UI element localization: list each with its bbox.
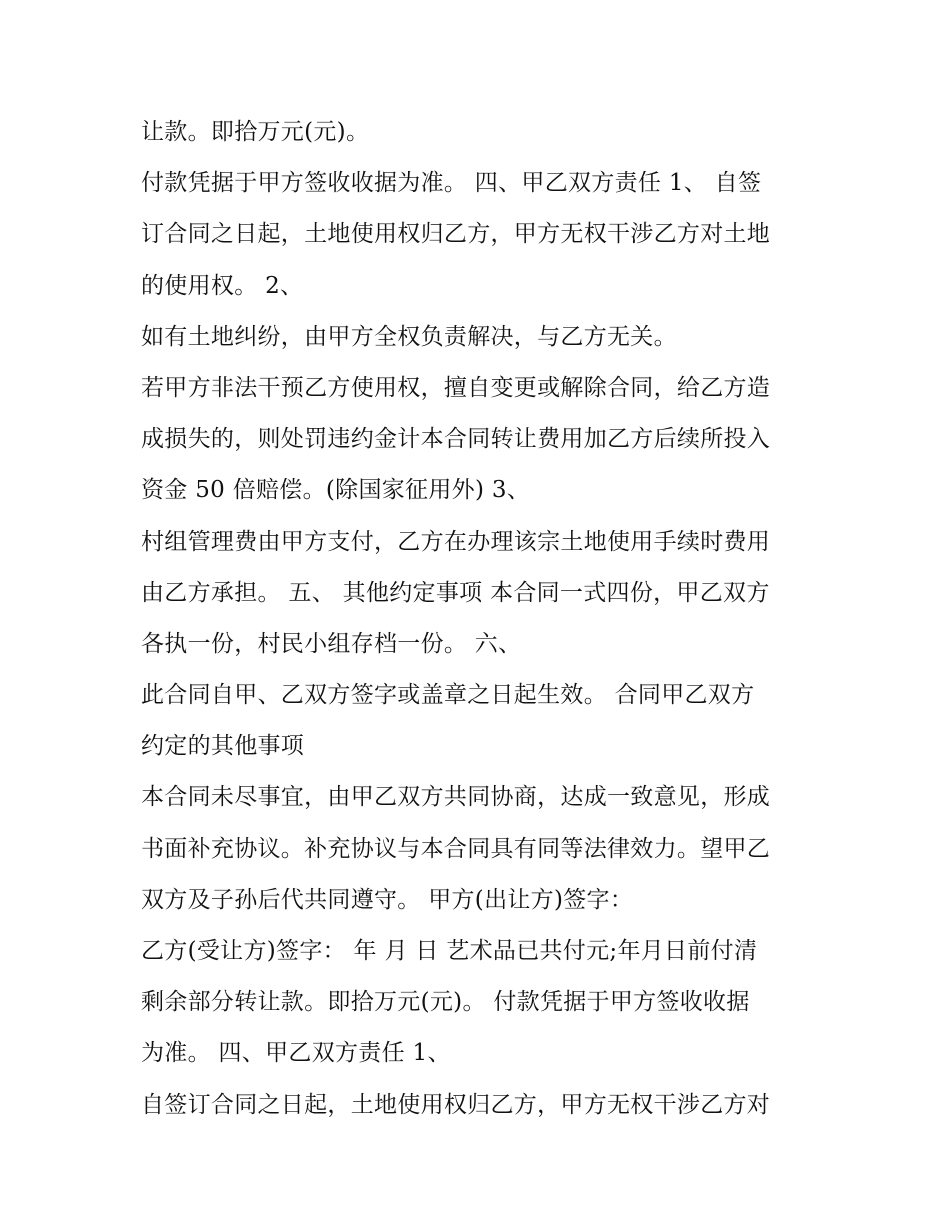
text-line: 双方及子孙后代共同遵守。 甲方(出让方)签字： xyxy=(141,886,634,913)
text-line: 各执一份，村民小组存档一份。 六、 xyxy=(141,630,522,657)
text-line: 为准。 四、甲乙双方责任 1、 xyxy=(141,1040,451,1067)
text-line: 若甲方非法干预乙方使用权，擅自变更或解除合同，给乙方造 xyxy=(141,374,771,401)
text-line: 如有土地纠纷，由甲方全权负责解决，与乙方无关。 xyxy=(141,323,677,350)
document-body xyxy=(141,107,821,1131)
text-line: 此合同自甲、乙双方签字或盖章之日起生效。 合同甲乙双方 xyxy=(141,682,755,709)
text-line: 自签订合同之日起，土地使用权归乙方，甲方无权干涉乙方对 xyxy=(141,1091,771,1118)
text-line: 的使用权。 2、 xyxy=(141,272,304,299)
text-line: 成损失的，则处罚违约金计本合同转让费用加乙方后续所投入 xyxy=(141,426,771,453)
text-line: 剩余部分转让款。即拾万元(元)。 付款凭据于甲方签收收据 xyxy=(141,989,750,1016)
text-line: 让款。即拾万元(元)。 xyxy=(141,119,370,145)
text-line: 由乙方承担。 五、 其他约定事项 本合同一式四份，甲乙双方 xyxy=(141,579,770,606)
text-line: 书面补充协议。补充协议与本合同具有同等法律效力。望甲乙 xyxy=(141,835,771,862)
text-line: 资金 50 倍赔偿。(除国家征用外) 3、 xyxy=(141,477,531,504)
text-line: 订合同之日起，土地使用权归乙方，甲方无权干涉乙方对土地 xyxy=(141,221,771,248)
text-line: 乙方(受让方)签字： 年 月 日 艺术品已共付元;年月日前付清 xyxy=(141,938,758,964)
text-line: 村组管理费由甲方支付，乙方在办理该宗土地使用手续时费用 xyxy=(141,528,771,555)
text-line: 本合同未尽事宜，由甲乙双方共同协商，达成一致意见，形成 xyxy=(141,784,771,811)
text-line: 约定的其他事项 xyxy=(141,733,305,760)
text-line: 付款凭据于甲方签收收据为准。 四、甲乙双方责任 1、 自签 xyxy=(141,170,762,197)
